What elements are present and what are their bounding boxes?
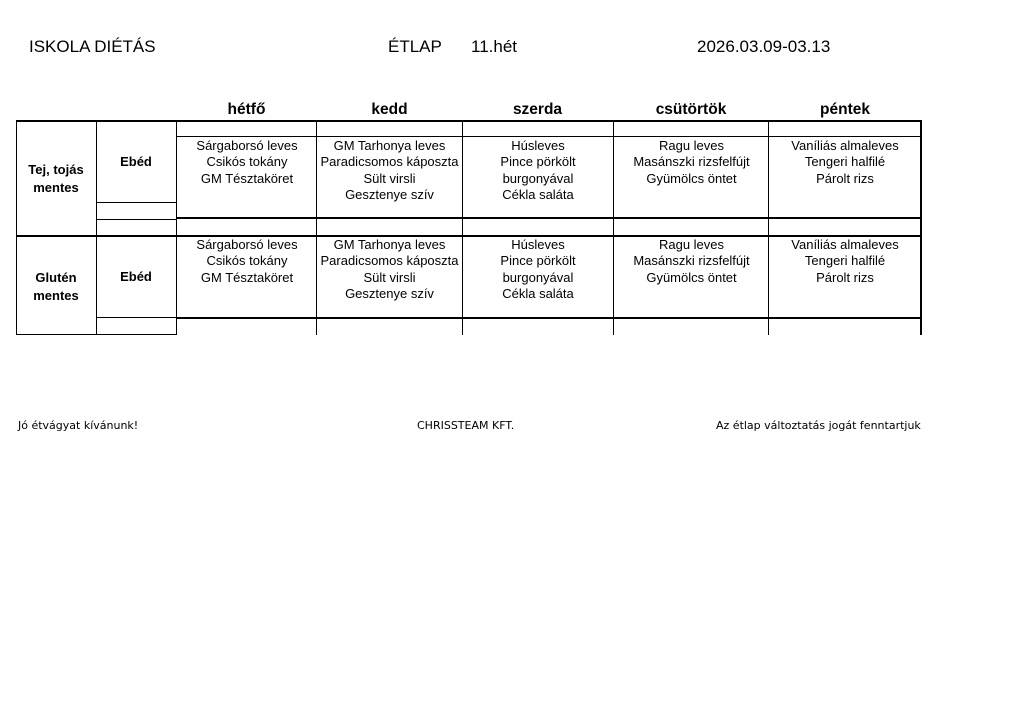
menu-cell-tue: GM Tarhonya leves Paradicsomos káposzta Sült virsli Gesztenye szív (320, 138, 459, 203)
menu-title: ÉTLAP (388, 37, 442, 56)
menu-cell-fri: Vaníliás almaleves Tengeri halfilé Párolt rizs (791, 237, 899, 285)
day-header-tuesday: kedd (371, 101, 408, 118)
day-header-friday: péntek (820, 101, 870, 118)
menu-cell-wed: Húsleves Pince pörkölt burgonyával Cékla saláta (500, 138, 576, 203)
week-label: 11.hét (471, 37, 518, 56)
meal-label-lunch: Ebéd (120, 269, 152, 284)
menu-cell-fri: Vaníliás almaleves Tengeri halfilé Párolt rizs (791, 138, 899, 186)
menu-cell-mon: Sárgaborsó leves Csikós tokány GM Tésztaköret (196, 138, 298, 186)
menu-cell-mon: Sárgaborsó leves Csikós tokány GM Tésztaköret (196, 237, 298, 285)
footer-disclaimer: Az étlap változtatás jogát fenntartjuk (716, 419, 921, 432)
footer-greeting: Jó étvágyat kívánunk! (18, 419, 139, 432)
menu-cell-thu: Ragu leves Masánszki rizsfelfújt Gyümölcs öntet (633, 237, 750, 285)
diet-label-gluten-free: Glutén mentes (33, 270, 79, 303)
menu-cell-tue: GM Tarhonya leves Paradicsomos káposzta Sült virsli Gesztenye szív (320, 237, 459, 302)
date-range: 2026.03.09-03.13 (697, 37, 831, 56)
day-header-thursday: csütörtök (655, 101, 727, 118)
menu-cell-wed: Húsleves Pince pörkölt burgonyával Cékla saláta (500, 237, 576, 302)
school-title: ISKOLA DIÉTÁS (29, 37, 156, 56)
day-header-row (0, 101, 1024, 121)
day-header-wednesday: szerda (512, 101, 563, 118)
day-header-monday: hétfő (227, 101, 266, 118)
meal-label-lunch: Ebéd (120, 154, 152, 169)
menu-cell-thu: Ragu leves Masánszki rizsfelfújt Gyümölcs öntet (633, 138, 750, 186)
diet-label-dairy-egg-free: Tej, tojás mentes (28, 162, 84, 195)
footer-company: CHRISSTEAM KFT. (417, 419, 515, 432)
